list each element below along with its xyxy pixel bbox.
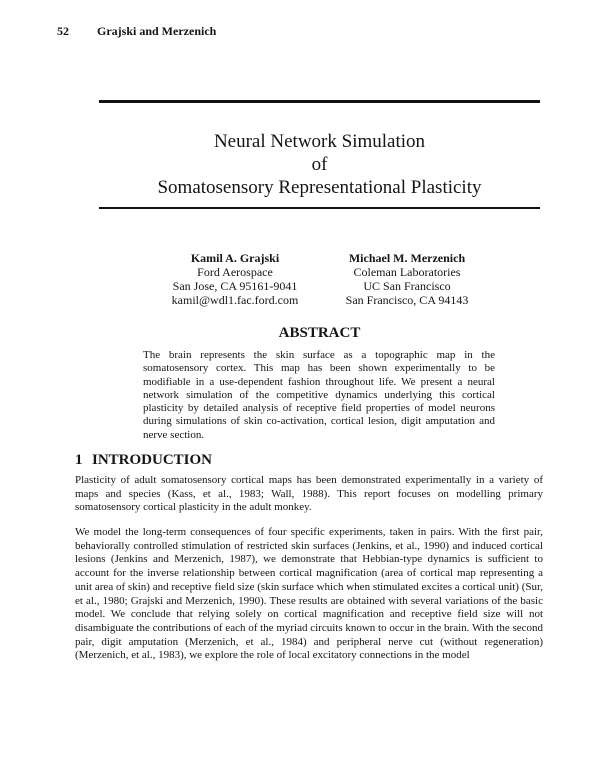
author-address: San Jose, CA 95161-9041 (172, 279, 298, 293)
author-affiliation: Ford Aerospace (197, 265, 273, 279)
title-rule-top (99, 100, 540, 103)
section-title: INTRODUCTION (92, 452, 213, 468)
abstract-text: The brain represents the skin surface as a topographic map in the somatosensory cortex. This map has been shown experimentally to be modifiable in a use-dependent fashion throughout life. We present a neural network simulation of the competitive dynamics underlying this cortical plasticity by detailed analysis of receptive field properties of model neurons during simulations of skin co-activation, cortical lesion, digit amputation and nerve section. (143, 349, 495, 441)
author-city: San Francisco, CA 94143 (345, 293, 469, 307)
author-address: UC San Francisco (363, 279, 451, 293)
title-rule-bottom (99, 207, 540, 209)
author-affiliation: Coleman Laboratories (353, 265, 461, 279)
section-number: 1 (75, 452, 83, 468)
paper-title (99, 130, 540, 199)
author-name: Michael M. Merzenich (348, 251, 466, 265)
running-title: Grajski and Merzenich (97, 24, 217, 38)
title-line-1: Neural Network Simulation (213, 131, 426, 152)
page-number: 52 (57, 24, 69, 38)
intro-paragraph-2: We model the long-term consequences of four specific experiments, taken in pairs. With the first pair, behaviorally controlled stimulation of restricted skin surfaces (Jenkins, et al., 1990) and induced cortical lesions (Jenkins and Merzenich, 1987), we demonstrate that Hebbian-type dynamics is sufficient to account for the inverse relationship between cortical magnification (area of cortical map representing a unit area of skin) and receptive field size (skin surface which when stimulated excites a cortical unit) (Sur, et al., 1980; Grajski and Merzenich, 1990). These results are obtained with several variations of the basic model. We conclude that relying solely on cortical magnification and receptive field size will not disambiguate the contributions of each of the myriad circuits known to occur in the brain. With the second pair, digit amputation (Merzenich, et al., 1984) and peripheral nerve cut (without regeneration) (Merzenich, et al., 1983), we explore the role of local excitatory connections in the model (75, 526, 543, 662)
running-header (57, 24, 216, 39)
abstract-heading: ABSTRACT (278, 325, 361, 341)
section-heading (75, 452, 212, 469)
intro-paragraph-1: Plasticity of adult somatosensory cortical maps has been demonstrated experimentally in a variety of maps and species (Kass, et al., 1983; Wall, 1988). This report focuses on modelling primary somatosensory cortical plasticity in the adult monkey. (75, 474, 543, 514)
title-line-2: of (311, 154, 328, 175)
author-block-1 (150, 251, 320, 307)
author-email: kamil@wdl1.fac.ford.com (171, 293, 299, 307)
author-name: Kamil A. Grajski (190, 251, 280, 265)
title-line-3: Somatosensory Representational Plasticity (157, 177, 482, 198)
author-block-2 (326, 251, 488, 307)
